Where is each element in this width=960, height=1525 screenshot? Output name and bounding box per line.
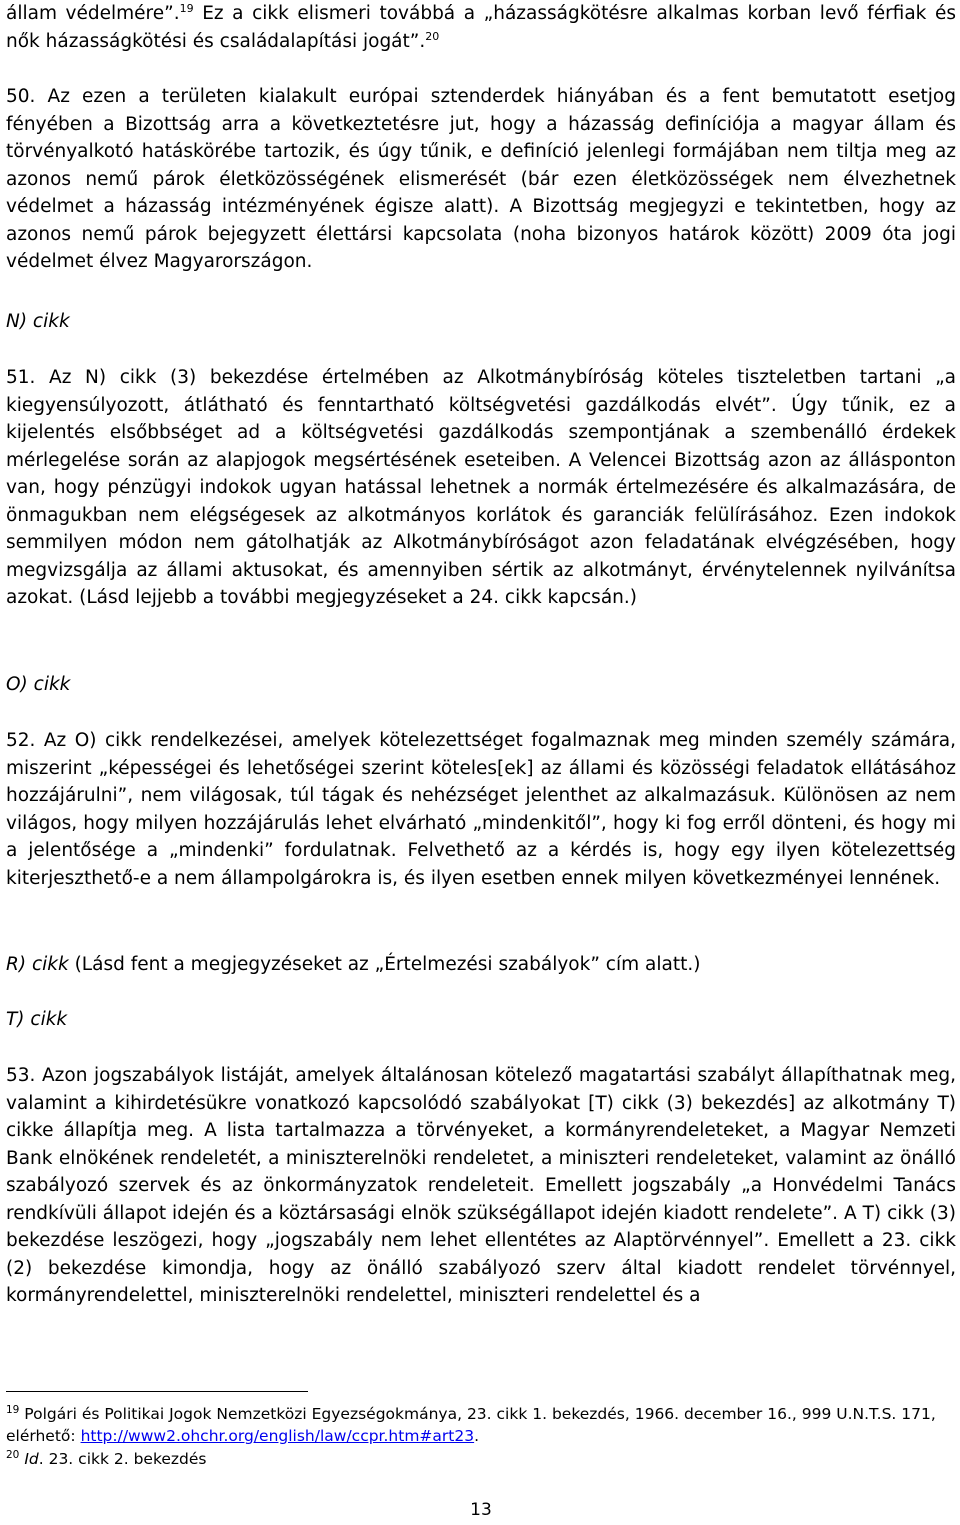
footnote-20-italic: Id <box>24 1450 39 1468</box>
footnote-20 <box>6 1448 956 1470</box>
top-paragraph-text-b: Ez a cikk elismeri továbbá a „házasságkötésre alkalmas korban levő férfiak és nők házasságkötési és családalapítási jogát”. <box>6 3 956 52</box>
paragraph-51: 51. Az N) cikk (3) bekezdése értelmében az Alkotmánybíróság köteles tiszteletben tartani „a kiegyensúlyozott, átlátható és fenntartható költségvetési gazdálkodás elvét”. Úgy tűnik, ez a kijelentés elsőbbséget ad a költségvetési gazdálkodás szempontjának a szembenálló érdekek mérlegelése során az alapjogok megsértésének eseteiben. A Velencei Bizottság azon az állásponton van, hogy pénzügyi indokok ugyan hatással lehetnek a normák értelmezésére és alkalmazására, de önmagukban nem elégségesek az alkotmányos korlátok és garanciák felülírásához. Ezen indokok semmilyen módon nem gátolhatják az Alkotmánybíróságot azon feladatának elvégzésében, hogy megvizsgálja az állami aktusokat, és amennyiben sértik az alkotmányt, érvénytelennek nyilvánítsa azokat. (Lásd lejjebb a további megjegyzéseket a 24. cikk kapcsán.) <box>6 367 956 608</box>
footnote-divider <box>6 1391 308 1392</box>
footnote-19-link[interactable]: http://www2.ohchr.org/english/law/ccpr.htm#art23 <box>80 1427 475 1445</box>
heading-r-line <box>6 951 956 979</box>
page-number: 13 <box>470 1500 492 1520</box>
footnote-19 <box>6 1403 956 1447</box>
footnote-ref-20[interactable]: 20 <box>425 29 440 43</box>
heading-t-cikk: T) cikk <box>6 1009 68 1030</box>
paragraph-53: 53. Azon jogszabályok listáját, amelyek általánosan kötelező magatartási szabályt állapíthatnak meg, valamint a kihirdetésükre vonatkozó kapcsolódó szabályokat [T) cikk (3) bekezdés] az alkotmány T) cikke állapítja meg. A lista tartalmazza a törvényeket, a kormányrendeleteket, a Magyar Nemzeti Bank elnökének rendeletét, a miniszterelnöki rendeletet, a miniszteri rendeleteket, valamint az önálló szabályozó szervek és az önkormányzatok rendeleteit. Emellett jogszabály „a Honvédelmi Tanács rendkívüli állapot idején és a köztársasági elnök szükségállapot idején kiadott rendelete”. A T) cikk (3) bekezdése leszögezi, hogy „jogszabály nem lehet ellentétes az Alaptörvénnyel”. Emellett a 23. cikk (2) bekezdése kimondja, hogy az önálló szabályozó szerv által kiadott rendelet törvénnyel, kormányrendelettel, miniszterelnöki rendelettel, miniszteri rendelettel és a <box>6 1065 956 1306</box>
heading-r-note: (Lásd fent a megjegyzéseket az „Értelmezési szabályok” cím alatt.) <box>68 954 701 975</box>
heading-o-cikk: O) cikk <box>6 674 71 695</box>
top-paragraph <box>6 0 956 55</box>
heading-r-cikk: R) cikk <box>6 954 69 975</box>
paragraph-52: 52. Az O) cikk rendelkezései, amelyek kötelezettséget fogalmaznak meg minden személy számára, miszerint „képességei és lehetőségei szerint köteles[ek] az állami és közösségi feladatok ellátásához hozzájárulni”, nem világosak, túl tágak és nehézséget jelenthet az alkalmazásuk. Különösen az nem világos, hogy milyen hozzájárulás lehet elvárható „mindenkitől”, hogy ki fog erről dönteni, és hogy mi a jelentősége a „mindenki” fordulatnak. Felvethető az a kérdés is, hogy egy ilyen kötelezettség kiterjeszthető-e a nem állampolgárokra is, és ilyen esetben ennek milyen következményei lennének. <box>6 730 956 889</box>
footnote-20-number: 20 <box>6 1448 20 1461</box>
footnote-ref-19[interactable]: 19 <box>179 1 194 15</box>
footnote-19-end: . <box>474 1427 480 1445</box>
footnote-19-number: 19 <box>6 1403 20 1416</box>
top-paragraph-text-a: állam védelmére”. <box>6 3 180 24</box>
heading-n-cikk: N) cikk <box>6 311 70 332</box>
footnote-19-text: Polgári és Politikai Jogok Nemzetközi Egyezségokmánya, 23. cikk 1. bekezdés, 1966. december 16., 999 U.N.T.S. 171, elérhető: <box>6 1405 936 1445</box>
paragraph-50: 50. Az ezen a területen kialakult európai sztenderdek hiányában és a fent bemutatott esetjog fényében a Bizottság arra a következtetésre jut, hogy a házasság definíciója a magyar állam és törvényalkotó hatáskörébe tartozik, és úgy tűnik, e definíció jelenlegi formájában nem tiltja meg az azonos nemű párok életközösségének elismerését (bár ezen életközösségek nem élvezhetnek védelmet a házasság intézményének égisze alatt). A Bizottság megjegyzi e tekintetben, hogy az azonos nemű párok bejegyzett élettársi kapcsolata (noha bizonyos határok között) 2009 óta jogi védelmet élvez Magyarországon. <box>6 86 956 272</box>
footnote-20-text: . 23. cikk 2. bekezdés <box>38 1450 207 1468</box>
